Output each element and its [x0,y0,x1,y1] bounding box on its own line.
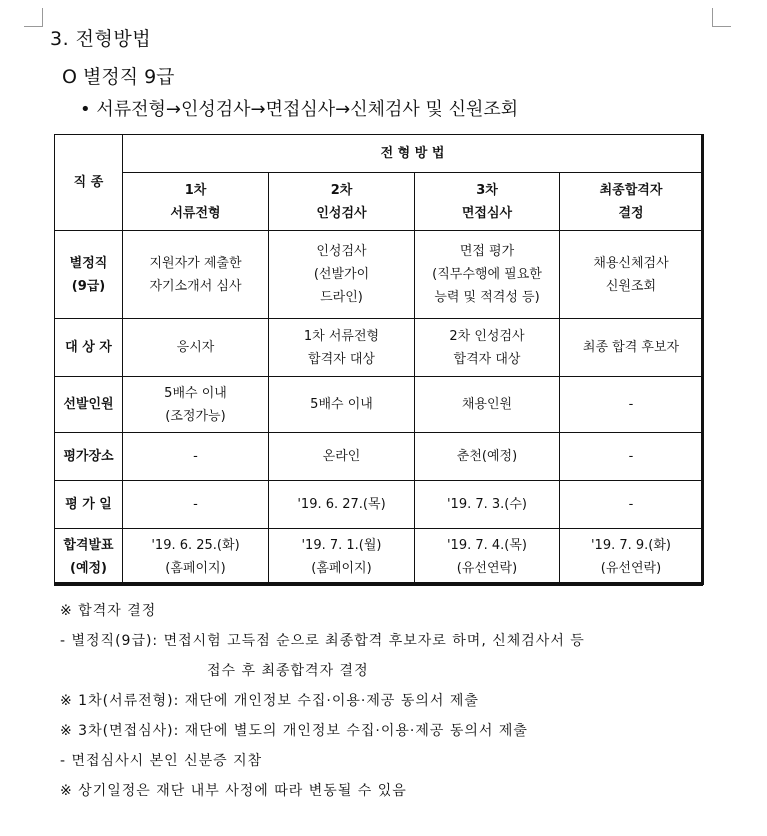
table-cell: 채용신체검사 신원조회 [560,231,703,319]
category-heading: O 별정직 9급 [62,66,175,88]
selection-table [54,134,703,586]
table-cell: 5배수 이내 [269,377,415,433]
selection-table-frame [54,134,704,585]
table-cell: '19. 6. 25.(화) (홈페이지) [123,529,269,586]
table-cell: 인성검사 (선발가이 드라인) [269,231,415,319]
table-cell: 최종 합격 후보자 [560,319,703,377]
table-row [55,319,703,377]
table-cell: 온라인 [269,433,415,481]
table-cell: '19. 7. 4.(목) (유선연락) [415,529,560,586]
note-line: ※ 합격자 결정 [60,603,157,619]
table-row [55,481,703,529]
page-corner-mark-right [712,8,731,27]
table-cell: '19. 6. 27.(목) [269,481,415,529]
row-header: 평 가 일 [55,481,123,529]
table-cell: - [123,433,269,481]
column-header: 최종합격자 결정 [560,173,703,231]
column-header: 2차 인성검사 [269,173,415,231]
row-header: 합격발표 (예정) [55,529,123,586]
note-line: ※ 3차(면접심사): 재단에 별도의 개인정보 수집·이용·제공 동의서 제출 [60,723,528,739]
table-row [55,433,703,481]
table-cell: 응시자 [123,319,269,377]
selection-flow: • 서류전형→인성검사→면접심사→신체검사 및 신원조회 [80,99,519,120]
row-header: 별정직 (9급) [55,231,123,319]
row-header: 선발인원 [55,377,123,433]
table-cell: '19. 7. 3.(수) [415,481,560,529]
note-line: - 별정직(9급): 면접시험 고득점 순으로 최종합격 후보자로 하며, 신체검사서 등 [60,633,585,649]
section-heading: 3. 전형방법 [50,28,152,50]
note-line: - 면접심사시 본인 신분증 지참 [60,753,263,769]
table-cell: 2차 인성검사 합격자 대상 [415,319,560,377]
corner-header: 직 종 [55,135,123,231]
note-line: ※ 상기일정은 재단 내부 사정에 따라 변동될 수 있음 [60,783,407,799]
table-cell: 춘천(예정) [415,433,560,481]
table-cell: 5배수 이내 (조정가능) [123,377,269,433]
table-cell: '19. 7. 1.(월) (홈페이지) [269,529,415,586]
table-cell: 1차 서류전형 합격자 대상 [269,319,415,377]
table-cell: 지원자가 제출한 자기소개서 심사 [123,231,269,319]
row-header: 대 상 자 [55,319,123,377]
table-cell: - [560,433,703,481]
table-cell: 채용인원 [415,377,560,433]
note-line: 접수 후 최종합격자 결정 [207,663,369,679]
table-cell: - [560,481,703,529]
table-cell: '19. 7. 9.(화) (유선연락) [560,529,703,586]
page-corner-mark-left [24,8,43,27]
table-cell: - [123,481,269,529]
column-header: 3차 면접심사 [415,173,560,231]
table-body [55,231,703,586]
table-row [55,529,703,586]
column-header: 1차 서류전형 [123,173,269,231]
group-header: 전 형 방 법 [123,135,703,173]
table-row [55,231,703,319]
table-cell: 면접 평가 (직무수행에 필요한 능력 및 적격성 등) [415,231,560,319]
table-cell: - [560,377,703,433]
note-line: ※ 1차(서류전형): 재단에 개인정보 수집·이용·제공 동의서 제출 [60,693,479,709]
row-header: 평가장소 [55,433,123,481]
table-row [55,377,703,433]
